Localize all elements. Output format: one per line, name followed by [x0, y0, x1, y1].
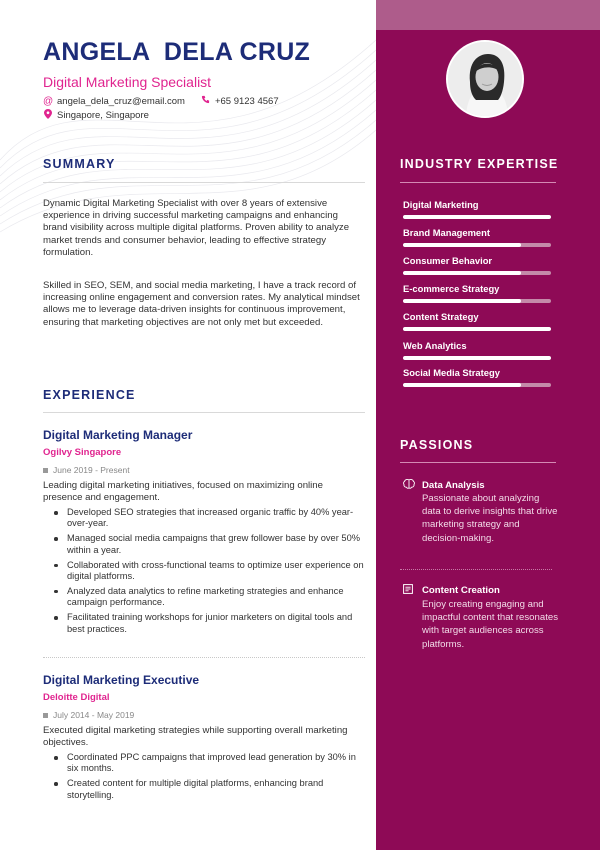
list-item: Analyzed data analytics to refine marketing strategies and enhance campaign performance. [54, 586, 366, 609]
skill-bar [403, 215, 551, 219]
skill-label: Consumer Behavior [403, 255, 493, 266]
location-text: Singapore, Singapore [57, 110, 149, 121]
company-name: Deloitte Digital [43, 692, 110, 703]
phone-icon [201, 95, 210, 107]
list-item: Created content for multiple digital platforms, enhancing brand storytelling. [54, 778, 366, 801]
skill-label: Brand Management [403, 227, 490, 238]
summary-paragraph-2: Skilled in SEO, SEM, and social media marketing, I have a track record of increasing online engagement and conversion rates. My analytical mindset allows me to leverage data-driven insights for continuous improvement, ensuring that marketing objectives are not only met but exceeded. [43, 280, 360, 328]
experience-heading: EXPERIENCE [43, 388, 136, 402]
passions-heading: PASSIONS [400, 438, 474, 452]
brain-icon [403, 479, 415, 492]
summary-paragraph-1: Dynamic Digital Marketing Specialist with over 8 years of extensive experience in driving successful marketing campaigns and enhancing brand visibility across multiple digital platforms. Proven ability to analyze market trends and consumer behavior, leading to effective strategy formulation. [43, 198, 350, 258]
skill-label: Digital Marketing [403, 199, 479, 210]
candidate-name: ANGELA DELA CRUZ [43, 38, 311, 66]
job-dates-text: July 2014 - May 2019 [53, 710, 135, 720]
skill-label: Content Strategy [403, 311, 479, 322]
location-pin-icon [43, 109, 52, 122]
passion-title-text: Data Analysis [422, 480, 485, 491]
profile-photo [446, 40, 524, 118]
summary-heading: SUMMARY [43, 157, 116, 171]
job-dates [43, 710, 134, 720]
passion-item-title [403, 584, 500, 597]
job-dates-text: June 2019 - Present [53, 465, 130, 475]
job-divider [43, 657, 365, 658]
passion-title-text: Content Creation [422, 585, 500, 596]
expertise-heading: INDUSTRY EXPERTISE [400, 157, 559, 171]
at-icon: @ [43, 95, 54, 107]
skill-bar-fill [403, 299, 521, 303]
phone-text[interactable]: +65 9123 4567 [214, 95, 279, 107]
calendar-icon [43, 468, 48, 473]
list-item: Managed social media campaigns that grew follower base by over 50% within a year. [54, 533, 366, 556]
list-item: Facilitated training workshops for junior marketers on digital tools and best practices. [54, 612, 366, 635]
skill-bar [403, 356, 551, 360]
skill-label: Social Media Strategy [403, 367, 500, 378]
skill-bar-fill [403, 356, 551, 360]
skill-bar-fill [403, 383, 521, 387]
skill-bar-fill [403, 271, 521, 275]
passions-divider [400, 462, 556, 463]
passion-item-title [403, 479, 485, 492]
job-dates [43, 465, 130, 475]
skill-bar [403, 383, 551, 387]
summary-divider [43, 182, 365, 183]
expertise-divider [400, 182, 556, 183]
document-icon [403, 584, 415, 597]
sidebar [376, 0, 600, 850]
skill-bar-fill [403, 215, 551, 219]
skill-bar [403, 243, 551, 247]
contact-row [43, 95, 279, 107]
skill-label: Web Analytics [403, 340, 467, 351]
list-item: Coordinated PPC campaigns that improved lead generation by 30% in six months. [54, 752, 366, 775]
skill-bar-fill [403, 243, 521, 247]
job-bullets [54, 507, 366, 639]
location-row [43, 109, 149, 122]
skill-bar-fill [403, 327, 551, 331]
list-item: Collaborated with cross-functional teams to optimize user experience on digital platforms. [54, 560, 366, 583]
calendar-icon [43, 713, 48, 718]
skill-label: E-commerce Strategy [403, 283, 500, 294]
passion-description: Enjoy creating engaging and impactful content that resonates with target audiences across platforms. [422, 599, 558, 650]
skill-bar [403, 299, 551, 303]
job-summary: Leading digital marketing initiatives, focused on maximizing online presence and engagement. [43, 480, 323, 504]
job-bullets [54, 752, 366, 805]
job-summary: Executed digital marketing strategies while supporting overall marketing objectives. [43, 725, 348, 749]
job-title: Digital Marketing Manager [43, 428, 193, 442]
company-name: Ogilvy Singapore [43, 447, 122, 458]
passion-description: Passionate about analyzing data to derive insights that drive marketing strategy and decision-making. [422, 493, 558, 544]
list-item: Developed SEO strategies that increased organic traffic by 40% year-over-year. [54, 507, 366, 530]
skill-bar [403, 327, 551, 331]
passion-divider [400, 569, 552, 570]
job-title: Digital Marketing Executive [43, 673, 200, 687]
job-role: Digital Marketing Specialist [43, 74, 212, 90]
experience-divider [43, 412, 365, 413]
sidebar-top-band [376, 0, 600, 30]
email-text[interactable]: angela_dela_cruz@email.com [57, 95, 185, 107]
skill-bar [403, 271, 551, 275]
